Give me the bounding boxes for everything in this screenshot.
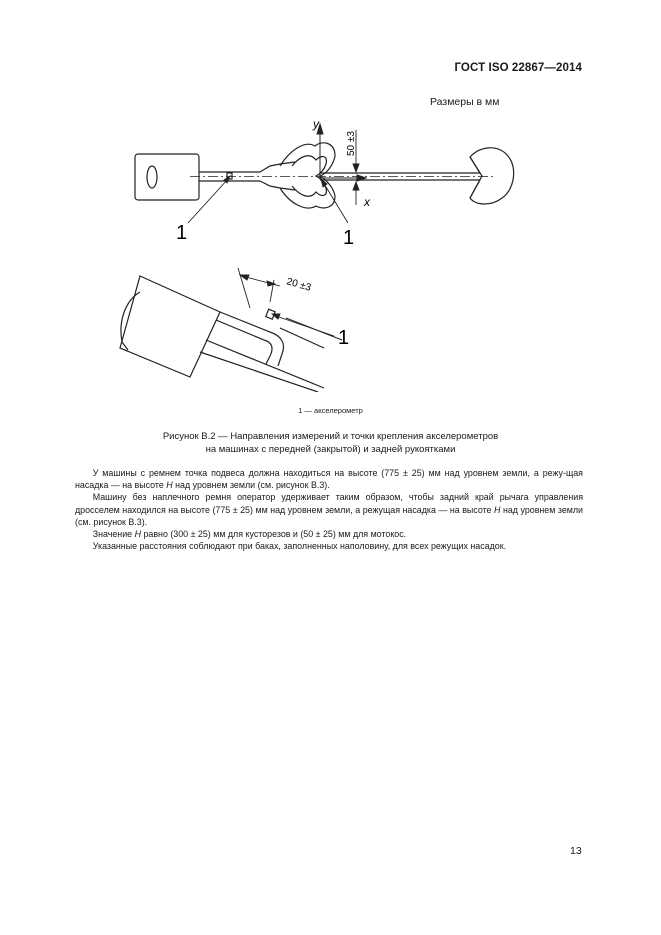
- document-header: ГОСТ ISO 22867—2014: [454, 62, 582, 74]
- axis-y-label: y: [313, 117, 319, 131]
- engine-body: [120, 276, 220, 377]
- paragraph-4: Указанные расстояния соблюдают при баках, заполненных наполовину, для всех режущих насадок.: [92, 541, 507, 552]
- paragraph-2: Машину без наплечного ремня оператор удерживает таким образом, чтобы задний край рычага управления дросселем находился на высоте (775 ± 25) мм над уровнем земли, а режущая насадка — на высоте H над уровнем земли (см. рисунок B.3).: [75, 492, 584, 527]
- caption-line-2: на машинах с передней (закрытой) и задней рукоятками: [205, 443, 456, 455]
- body-text: [75, 467, 583, 552]
- figure-caption: [0, 431, 661, 456]
- loop-handle: [280, 143, 335, 208]
- dimension-50: 50 ±3: [346, 131, 357, 156]
- figure-legend: 1 — акселерометр: [298, 406, 363, 415]
- engine-block: [135, 154, 199, 200]
- callout-1-left: 1: [176, 222, 188, 244]
- page-number: 13: [570, 845, 582, 857]
- callout-1-side: 1: [338, 327, 350, 349]
- figure-top-view: [130, 110, 520, 250]
- caption-line-1: Рисунок B.2 — Направления измерений и точки крепления акселерометров: [162, 431, 499, 442]
- cutter-head: [470, 148, 514, 204]
- figure-side-view: [110, 262, 370, 392]
- engine-cap: [147, 166, 157, 188]
- axis-x-label: x: [364, 195, 370, 209]
- paragraph-1: У машины с ремнем точка подвеса должна находиться на высоте (775 ± 25) мм над уровнем земли, а режу-щая насадка — на высоте H над уровнем земли (см. рисунок B.3).: [75, 468, 583, 491]
- paragraph-3: Значение H равно (300 ± 25) мм для кусторезов и (50 ± 25) мм для мотокос.: [92, 529, 407, 540]
- rear-handle: [220, 312, 284, 366]
- dimension-20: 20 ±3: [285, 276, 313, 294]
- units-note: Размеры в мм: [430, 96, 500, 108]
- callout-1-right: 1: [343, 227, 355, 249]
